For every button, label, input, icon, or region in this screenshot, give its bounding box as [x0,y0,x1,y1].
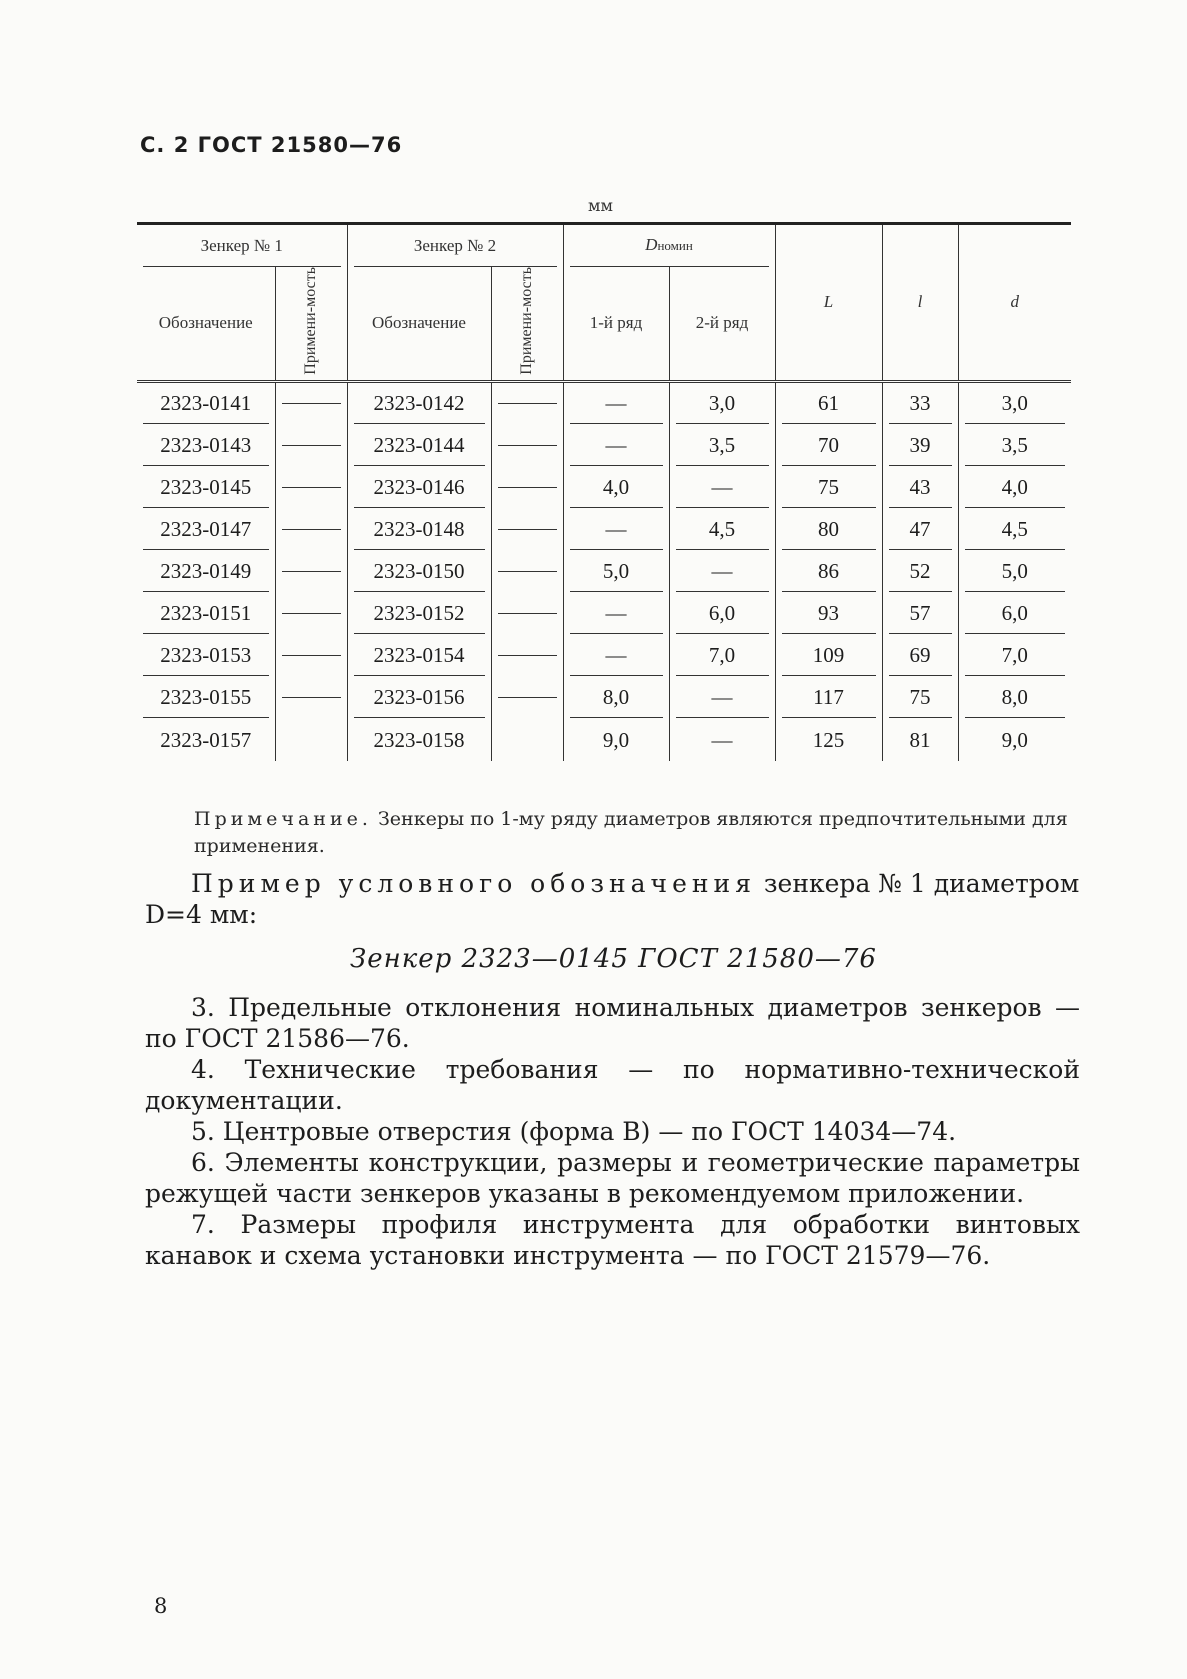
cell-z2: 2323-0144 [347,425,491,467]
cell-z1: 2323-0149 [137,551,275,593]
cell-a2 [491,635,563,677]
table-row [137,425,1071,467]
cell-L: 86 [775,551,882,593]
example-paragraph: Пример условного обозначения зенкера № 1 диаметром D=4 мм: [145,869,1080,929]
cell-z1: 2323-0155 [137,677,275,719]
page-number: 8 [154,1594,168,1618]
cell-a2 [491,467,563,509]
cell-a1 [275,593,347,635]
cell-a1 [275,635,347,677]
requirements-list [145,992,1080,1271]
cell-a1 [275,677,347,719]
example-designation: Зенкер 2323—0145 ГОСТ 21580—76 [350,944,877,974]
cell-a1 [275,719,347,761]
col-header-designation-2: Обозначение [347,267,491,381]
cell-r1: — [563,593,669,635]
cell-r2: 7,0 [669,635,775,677]
cell-z2: 2323-0148 [347,509,491,551]
list-item: 3. Предельные отклонения номинальных диаметров зенкеров — по ГОСТ 21586—76. [145,993,1080,1053]
cell-z2: 2323-0150 [347,551,491,593]
cell-r2: 3,5 [669,425,775,467]
cell-z1: 2323-0151 [137,593,275,635]
cell-a2 [491,593,563,635]
col-header-applicability-1: Примени-мость [275,267,347,381]
cell-z1: 2323-0153 [137,635,275,677]
cell-r2: — [669,467,775,509]
cell-z1: 2323-0143 [137,425,275,467]
cell-l: 52 [882,551,958,593]
table-row [137,509,1071,551]
cell-z2: 2323-0146 [347,467,491,509]
cell-z1: 2323-0157 [160,727,252,752]
cell-r1: 9,0 [563,719,669,761]
cell-d: 9,0 [958,719,1071,761]
cell-l: 43 [882,467,958,509]
cell-l: 69 [882,635,958,677]
cell-r2: 4,5 [669,509,775,551]
list-item: 5. Центровые отверстия (форма В) — по ГОСТ 14034—74. [191,1117,957,1146]
cell-L: 93 [775,593,882,635]
cell-r1: 4,0 [563,467,669,509]
cell-L: 125 [775,719,882,761]
cell-z1: 2323-0145 [137,467,275,509]
list-item: 6. Элементы конструкции, размеры и геометрические параметры режущей части зенкеров указаны в рекомендуемом приложении. [145,1148,1080,1208]
cell-r2: — [669,677,775,719]
table-row [137,593,1071,635]
list-item: 4. Технические требования — по нормативно-технической документации. [145,1055,1080,1115]
cell-l: 39 [882,425,958,467]
cell-r1: — [563,381,669,425]
col-header-applicability-2: Примени-мость [491,267,563,381]
cell-L: 117 [775,677,882,719]
cell-a1 [275,509,347,551]
cell-r2: — [669,719,775,761]
cell-r2: — [669,551,775,593]
cell-l: 81 [882,719,958,761]
col-header-row-2: 2-й ряд [669,267,775,381]
cell-r1: 8,0 [563,677,669,719]
page-header: С. 2 ГОСТ 21580—76 [140,133,403,157]
cell-a2 [491,551,563,593]
table-body [137,381,1071,761]
units-label: мм [588,196,613,215]
cell-a1 [275,551,347,593]
col-header-row-1: 1-й ряд [563,267,669,381]
cell-a1 [275,381,347,425]
cell-L: 61 [775,381,882,425]
cell-r1: — [563,635,669,677]
cell-r1: — [563,509,669,551]
cell-z2: 2323-0156 [347,677,491,719]
cell-d: 5,0 [958,551,1071,593]
cell-z2: 2323-0158 [347,719,491,761]
col-header-d: d [958,224,1071,382]
cell-d: 4,0 [958,467,1071,509]
cell-l: 57 [882,593,958,635]
cell-a2 [491,381,563,425]
cell-L: 70 [775,425,882,467]
cell-d: 4,5 [958,509,1071,551]
cell-L: 75 [775,467,882,509]
col-header-L: L [775,224,882,382]
cell-l: 33 [882,381,958,425]
cell-L: 109 [775,635,882,677]
dimensions-table [137,222,1071,761]
col-header-l: l [882,224,958,382]
cell-z2: 2323-0152 [347,593,491,635]
table-row [137,719,1071,761]
cell-z1: 2323-0147 [137,509,275,551]
table-row [137,467,1071,509]
cell-r2: 6,0 [669,593,775,635]
table-row [137,551,1071,593]
cell-r2: 3,0 [669,381,775,425]
cell-l: 75 [882,677,958,719]
cell-a1 [275,467,347,509]
cell-z2: 2323-0142 [347,381,491,425]
cell-z1: 2323-0141 [137,381,275,425]
group-header-d-nomin: Dномин [563,224,775,268]
cell-z2: 2323-0154 [347,635,491,677]
cell-a2 [491,677,563,719]
cell-d: 7,0 [958,635,1071,677]
table-note: Примечание. Зенкеры по 1-му ряду диаметров являются предпочтительными для применения. [194,808,1068,857]
cell-r1: 5,0 [563,551,669,593]
col-header-designation-1: Обозначение [137,267,275,381]
table-row [137,381,1071,425]
cell-d: 3,5 [958,425,1071,467]
cell-r1: — [563,425,669,467]
cell-a2 [491,425,563,467]
cell-a1 [275,425,347,467]
cell-d: 8,0 [958,677,1071,719]
cell-a2 [491,719,563,761]
group-header-zenker-2: Зенкер № 2 [347,224,563,268]
cell-d: 6,0 [958,593,1071,635]
table-row [137,635,1071,677]
group-header-zenker-1: Зенкер № 1 [137,224,347,268]
cell-a2 [491,509,563,551]
cell-l: 47 [882,509,958,551]
cell-d: 3,0 [958,381,1071,425]
cell-L: 80 [775,509,882,551]
table-row [137,677,1071,719]
list-item: 7. Размеры профиля инструмента для обработки винтовых канавок и схема установки инструмента — по ГОСТ 21579—76. [145,1210,1080,1270]
